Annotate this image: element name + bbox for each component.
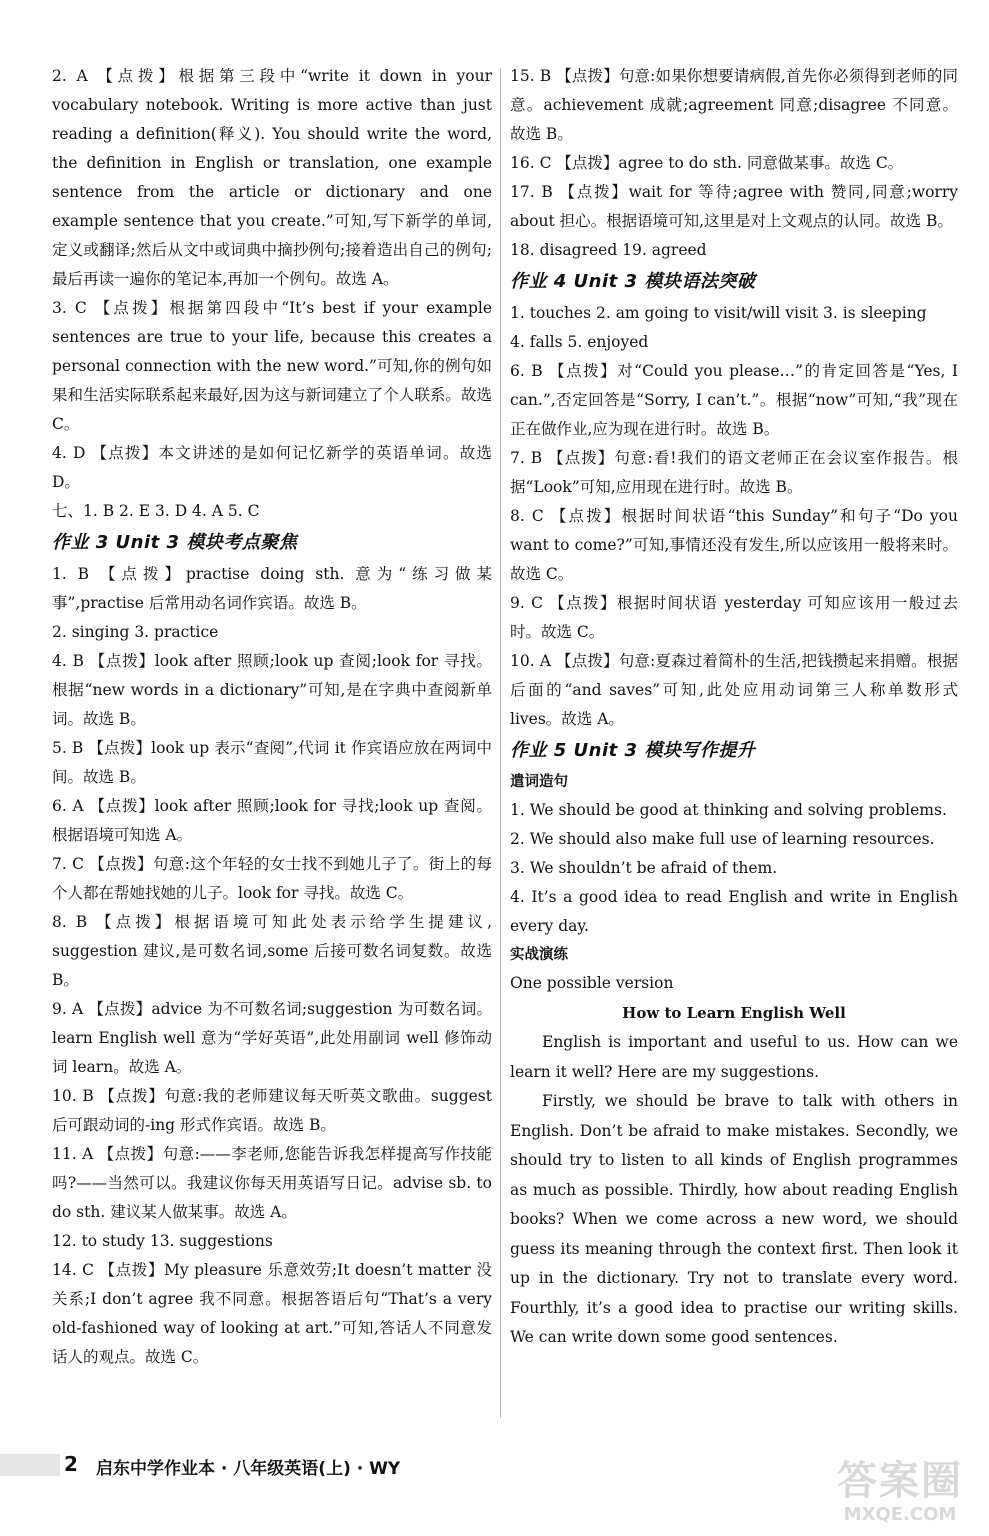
answer-2: 2. A 【点拨】根据第三段中“write it down in your vocabulary notebook. Writing is more active than just reading a definition(释义). You should write the word, the definition in English or translation, one example sentence from the article or dictionary and one example sentence that you create.”可知,写下新学的单词,定义或翻译;然后从文中或词典中摘抄例句;接着造出自己的例句;最后再读一遍你的笔记本,再加一个例句。故选 A。: [52, 67, 492, 288]
section-7-answers: 七、1. B 2. E 3. D 4. A 5. C: [52, 502, 260, 520]
answer-item: 15. B 【点拨】句意:如果你想要请病假,首先你必须得到老师的同意。achievement 成就;agreement 同意;disagree 不同意。故选 B。: [510, 67, 958, 143]
answer-item: 16. C 【点拨】agree to do sth. 同意做某事。故选 C。: [510, 154, 904, 172]
right-column: [510, 62, 958, 1353]
answer-item: 6. B 【点拨】对“Could you please…”的肯定回答是“Yes, I can.”,否定回答是“Sorry, I can’t.”。根据“now”可知,“我”现在正在做作业,应为现在进行时。故选 B。: [510, 362, 958, 438]
answer-item: 4. falls 5. enjoyed: [510, 333, 649, 351]
section-heading-3: 作业 3 Unit 3 模块考点聚焦: [52, 532, 298, 553]
book-title: 启东中学作业本 · 八年级英语(上) · WY: [96, 1459, 401, 1479]
answer-item: 9. A 【点拨】advice 为不可数名词;suggestion 为可数名词。learn English well 意为“学好英语”,此处用副词 well 修饰动词 learn。故选 A。: [52, 1000, 492, 1076]
answer-item: 18. disagreed 19. agreed: [510, 241, 707, 259]
sentence-item: 2. We should also make full use of learning resources.: [510, 830, 935, 848]
answer-item: 12. to study 13. suggestions: [52, 1232, 273, 1250]
sentence-item: 3. We shouldn’t be afraid of them.: [510, 859, 778, 877]
answer-item: 8. B 【点拨】根据语境可知此处表示给学生提建议, suggestion 建议,是可数名词,some 后接可数名词复数。故选 B。: [52, 913, 492, 989]
answer-item: 2. singing 3. practice: [52, 623, 219, 641]
answer-item: 8. C 【点拨】根据时间状语“this Sunday”和句子“Do you want to come?”可知,事情还没有发生,所以应该用一般将来时。故选 C。: [510, 507, 958, 583]
subheading-sentence-building: 遣词造句: [510, 774, 568, 790]
watermark: [825, 1458, 975, 1530]
answer-item: 7. B 【点拨】句意:看!我们的语文老师正在会议室作报告。根据“Look”可知,应用现在进行时。故选 B。: [510, 449, 958, 496]
essay-title: How to Learn English Well: [622, 1004, 846, 1022]
answer-item: 14. C 【点拨】My pleasure 乐意效劳;It doesn’t matter 没关系;I don’t agree 我不同意。根据答语后句“That’s a very old-fashioned way of looking at art.”可知,答话人不同意发话人的观点。故选 C。: [52, 1261, 492, 1366]
section-heading-4: 作业 4 Unit 3 模块语法突破: [510, 271, 756, 292]
answer-item: 10. B 【点拨】句意:我的老师建议每天听英文歌曲。suggest 后可跟动词的-ing 形式作宾语。故选 B。: [52, 1087, 492, 1134]
left-column: [52, 62, 492, 1372]
sentence-item: 1. We should be good at thinking and solving problems.: [510, 801, 947, 819]
answer-3: 3. C 【点拨】根据第四段中“It’s best if your example sentences are true to your life, because this creates a personal connection with the new word.”可知,你的例句如果和生活实际联系起来最好,因为这与新词建立了个人联系。故选 C。: [52, 299, 492, 433]
answer-item: 11. A 【点拨】句意:——李老师,您能告诉我怎样提高写作技能吗?——当然可以。我建议你每天用英语写日记。advise sb. to do sth. 建议某人做某事。故选 A。: [52, 1145, 492, 1221]
column-divider: [500, 68, 501, 1418]
answer-item: 1. touches 2. am going to visit/will visit 3. is sleeping: [510, 304, 927, 322]
watermark-url: MXQE.COM: [843, 1504, 957, 1525]
possible-version-label: One possible version: [510, 974, 674, 992]
essay-paragraph: English is important and useful to us. How can we learn it well? Here are my suggestions.: [510, 1033, 958, 1081]
watermark-logo: 答案圈: [837, 1458, 963, 1504]
answer-item: 10. A 【点拨】句意:夏森过着简朴的生活,把钱攒起来捐赠。根据后面的“and saves”可知,此处应用动词第三人称单数形式 lives。故选 A。: [510, 652, 958, 728]
answer-item: 9. C 【点拨】根据时间状语 yesterday 可知应该用一般过去时。故选 C。: [510, 594, 958, 641]
section-heading-5: 作业 5 Unit 3 模块写作提升: [510, 740, 756, 761]
subheading-practice: 实战演练: [510, 947, 568, 963]
answer-item: 7. C 【点拨】句意:这个年轻的女士找不到她儿子了。街上的每个人都在帮她找她的儿子。look for 寻找。故选 C。: [52, 855, 492, 902]
page-number: 2: [64, 1452, 78, 1476]
answer-item: 1. B 【点拨】practise doing sth. 意为“练习做某事”,practise 后常用动名词作宾语。故选 B。: [52, 565, 492, 612]
answer-item: 5. B 【点拨】look up 表示“查阅”,代词 it 作宾语应放在两词中间。故选 B。: [52, 739, 492, 786]
answer-item: 17. B 【点拨】wait for 等待;agree with 赞同,同意;worry about 担心。根据语境可知,这里是对上文观点的认同。故选 B。: [510, 183, 958, 230]
essay-paragraph: Firstly, we should be brave to talk with others in English. Don’t be afraid to make mistakes. Secondly, we should try to listen to all kinds of English programmes as much as possible. Thirdly, how about reading English books? When we come across a new word, we should guess its meaning through the context first. Then look it up in the dictionary. Try not to translate every word. Fourthly, it’s a good idea to practise our writing skills. We can write down some good sentences.: [510, 1092, 958, 1346]
answer-item: 6. A 【点拨】look after 照顾;look for 寻找;look up 查阅。根据语境可知选 A。: [52, 797, 492, 844]
footer-bar: [0, 1454, 60, 1476]
answer-item: 4. B 【点拨】look after 照顾;look up 查阅;look for 寻找。根据“new words in a dictionary”可知,是在字典中查阅新单词。故选 B。: [52, 652, 492, 728]
sentence-item: 4. It’s a good idea to read English and write in English every day.: [510, 888, 958, 935]
answer-4: 4. D 【点拨】本文讲述的是如何记忆新学的英语单词。故选 D。: [52, 444, 492, 491]
